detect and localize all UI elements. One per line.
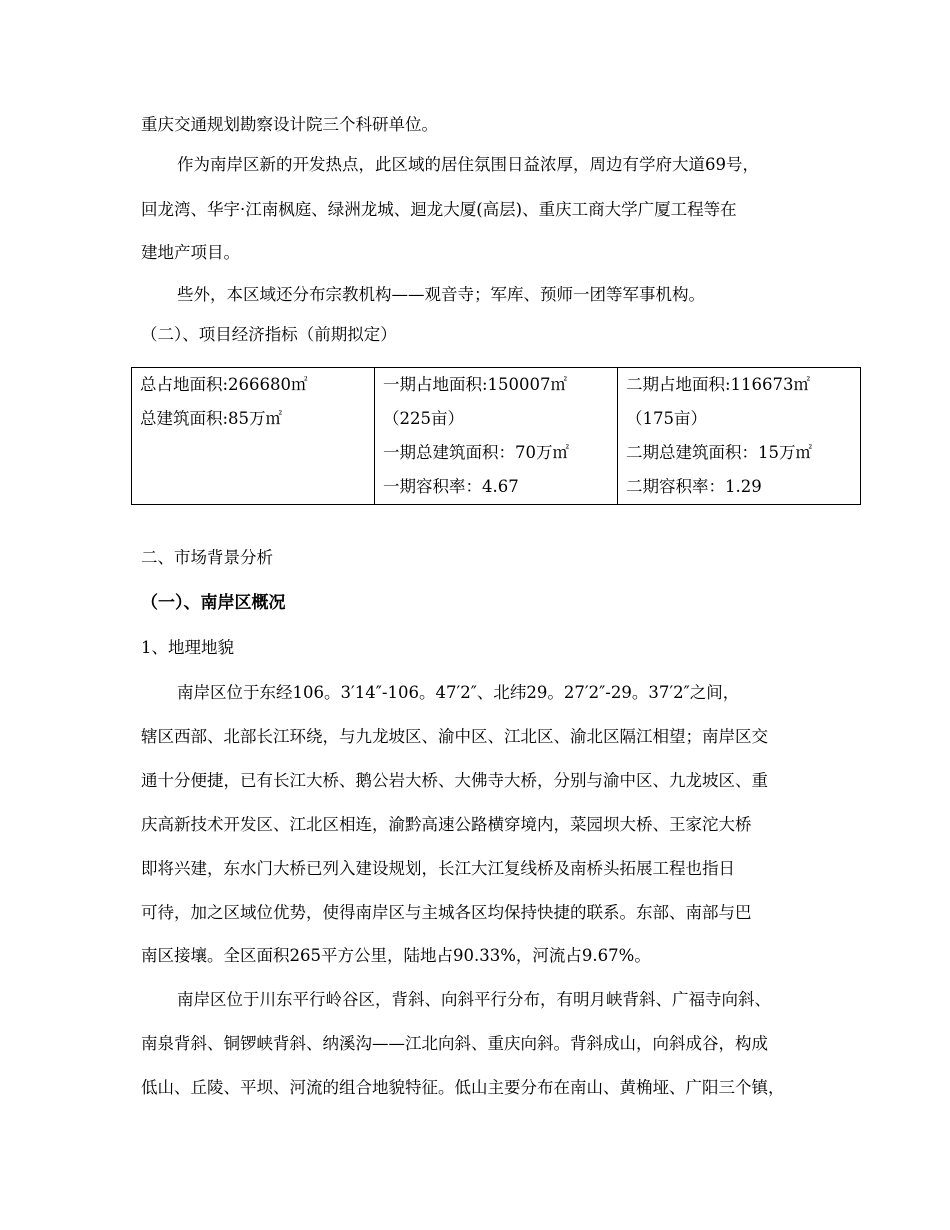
paragraph-line: 南岸区位于川东平行岭谷区，背斜、向斜平行分布，有明月峡背斜、广福寺向斜、 — [177, 990, 771, 1009]
table-row — [132, 368, 861, 505]
paragraph-line: 庆高新技术开发区、江北区相连，渝黔高速公路横穿境内，菜园坝大桥、王家沱大桥 — [141, 815, 752, 834]
paragraph-line: 通十分便捷，已有长江大桥、鹅公岩大桥、大佛寺大桥，分别与渝中区、九龙坡区、重 — [141, 771, 768, 790]
paragraph-line: 可待，加之区域位优势，使得南岸区与主城各区均保持快捷的联系。东部、南部与巴 — [141, 903, 752, 922]
paragraph-line: 即将兴建，东水门大桥已列入建设规划，长江大江复线桥及南桥头拓展工程也指日 — [141, 859, 735, 878]
table-cell-line: 二期占地面积:116673㎡ — [626, 375, 811, 394]
paragraph-line: 作为南岸区新的开发热点，此区域的居住氛围日益浓厚，周边有学府大道69号， — [177, 155, 759, 174]
paragraph-line: 南岸区位于东经106。3′14″-106。47′2″、北纬29。27′2″-29。37′2″之间， — [177, 683, 740, 702]
table-cell-line: 总占地面积:266680㎡ — [140, 375, 308, 394]
paragraph-line: 些外，本区域还分布宗教机构——观音寺；军库、预师一团等军事机构。 — [177, 285, 705, 304]
table-cell-total — [132, 368, 375, 505]
table-cell-line: （175亩） — [626, 409, 707, 428]
table-cell-phase-1 — [375, 368, 618, 505]
table-cell-line: 二期总建筑面积：15万㎡ — [626, 443, 812, 462]
paragraph-line: 南区接壤。全区面积265平方公里，陆地占90.33%，河流占9.67%。 — [141, 946, 651, 965]
table-cell-line: 一期总建筑面积：70万㎡ — [383, 443, 569, 462]
item-title: 1、地理地貌 — [141, 638, 234, 657]
paragraph-line: 重庆交通规划勘察设计院三个科研单位。 — [141, 115, 438, 134]
subsection-title: （一）、南岸区概况 — [141, 593, 286, 613]
paragraph-line: 建地产项目。 — [141, 243, 240, 262]
table-cell-line: 二期容积率：1.29 — [626, 477, 762, 496]
paragraph-line: 辖区西部、北部长江环绕，与九龙坡区、渝中区、江北区、渝北区隔江相望；南岸区交 — [141, 727, 768, 746]
table-cell-phase-2 — [618, 368, 861, 505]
table-cell-line: 一期占地面积:150007㎡ — [383, 375, 568, 394]
table-caption: （二）、项目经济指标（前期拟定） — [141, 325, 397, 344]
table-cell-line: 总建筑面积:85万㎡ — [140, 409, 283, 428]
paragraph-line: 回龙湾、华宇·江南枫庭、绿洲龙城、迴龙大厦(高层)、重庆工商大学广厦工程等在 — [141, 200, 737, 219]
economic-indicators-table — [131, 367, 861, 505]
paragraph-line: 南泉背斜、铜锣峡背斜、纳溪沟——江北向斜、重庆向斜。背斜成山，向斜成谷，构成 — [141, 1034, 768, 1053]
paragraph-line: 低山、丘陵、平坝、河流的组合地貌特征。低山主要分布在南山、黄桷垭、广阳三个镇， — [141, 1078, 785, 1097]
table-cell-line: 一期容积率：4.67 — [383, 477, 519, 496]
table-cell-line: （225亩） — [383, 409, 464, 428]
section-title: 二、市场背景分析 — [141, 548, 273, 567]
